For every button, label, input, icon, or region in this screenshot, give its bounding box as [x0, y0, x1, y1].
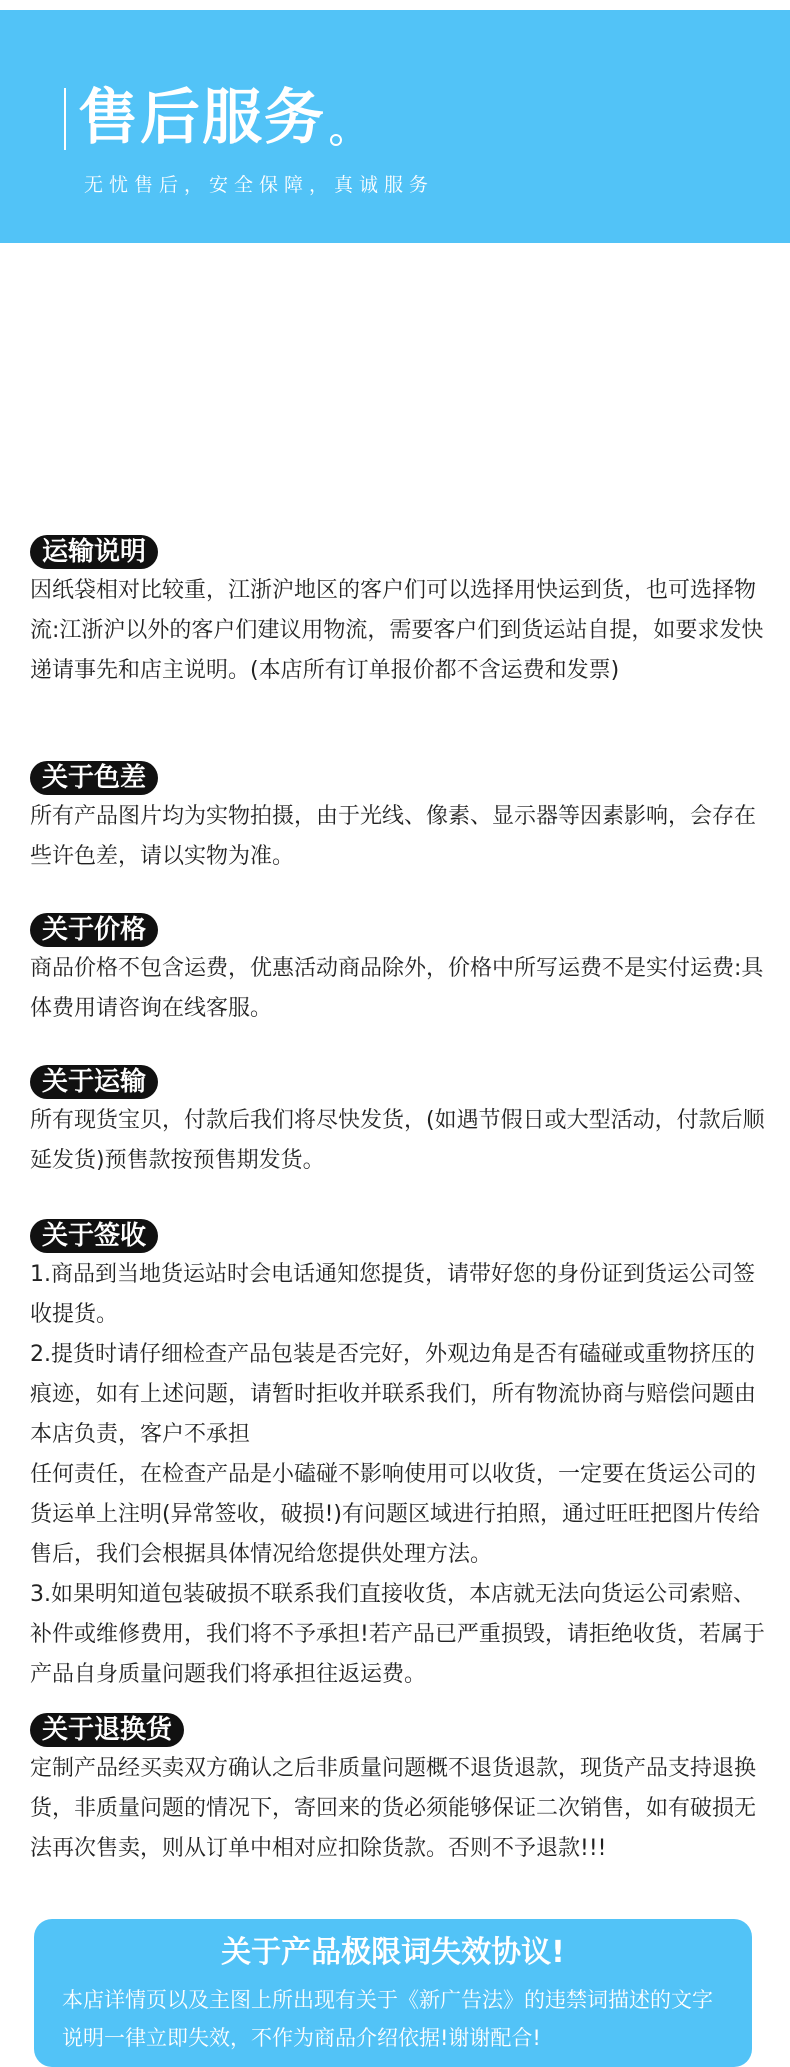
section-shipping [30, 535, 770, 691]
section-text: 因纸袋相对比较重，江浙沪地区的客户们可以选择用快运到货，也可选择物流:江浙沪以外的客户们建议用物流，需要客户们到货运站自提，如要求发快递请事先和店主说明。(本店所有订单报价都不含运费和发票) [30, 578, 764, 683]
section-text: 3.如果明知道包装破损不联系我们直接收货，本店就无法向货运公司索赔、补件或维修费用，我们将不予承担!若产品已严重损毁，请拒绝收货，若属于产品自身质量问题我们将承担往返运费。 [30, 1582, 765, 1687]
section-tag: 关于色差 [30, 761, 158, 795]
section-tag: 关于价格 [30, 913, 158, 947]
header-banner [0, 10, 790, 243]
section-color [30, 761, 770, 877]
section-price [30, 913, 770, 1029]
section-text: 所有产品图片均为实物拍摄，由于光线、像素、显示器等因素影响，会存在些许色差，请以实物为准。 [30, 804, 757, 869]
section-returns [30, 1713, 770, 1869]
section-tag: 关于运输 [30, 1065, 158, 1099]
title-dot [330, 134, 342, 146]
section-tag: 关于退换货 [30, 1713, 184, 1747]
section-tag: 关于签收 [30, 1219, 158, 1253]
header-divider [64, 88, 66, 150]
page-title: 售后服务 [78, 82, 342, 154]
section-text: 商品价格不包含运费，优惠活动商品除外，价格中所写运费不是实付运费:具体费用请咨询在线客服。 [30, 956, 764, 1021]
disclaimer-box [34, 1919, 752, 2067]
section-tag: 运输说明 [30, 535, 158, 569]
section-text: 定制产品经买卖双方确认之后非质量问题概不退货退款，现货产品支持退换货，非质量问题的情况下，寄回来的货必须能够保证二次销售，如有破损无法再次售卖，则从订单中相对应扣除货款。否则不予退款!!! [30, 1756, 757, 1861]
section-text: 任何责任，在检查产品是小磕碰不影响使用可以收货，一定要在货运公司的货运单上注明(异常签收，破损!)有问题区域进行拍照，通过旺旺把图片传给售后，我们会根据具体情况给您提供处理方法。 [30, 1462, 760, 1567]
page-subtitle: 无忧售后，安全保障，真诚服务 [84, 174, 435, 196]
section-transport [30, 1065, 770, 1181]
section-receipt [30, 1219, 770, 1695]
section-text: 1.商品到当地货运站时会电话通知您提货，请带好您的身份证到货运公司签收提货。 [30, 1262, 755, 1327]
section-text: 所有现货宝贝，付款后我们将尽快发货，(如遇节假日或大型活动，付款后顺延发货)预售款按预售期发货。 [30, 1108, 765, 1173]
section-text: 2.提货时请仔细检查产品包装是否完好，外观边角是否有磕碰或重物挤压的痕迹，如有上述问题，请暂时拒收并联系我们，所有物流协商与赔偿问题由本店负责，客户不承担 [30, 1342, 757, 1447]
disclaimer-title: 关于产品极限词失效协议! [221, 1935, 565, 1970]
disclaimer-text: 本店详情页以及主图上所出现有关于《新广告法》的违禁词描述的文字说明一律立即失效，不作为商品介绍依据!谢谢配合! [62, 1988, 713, 2050]
